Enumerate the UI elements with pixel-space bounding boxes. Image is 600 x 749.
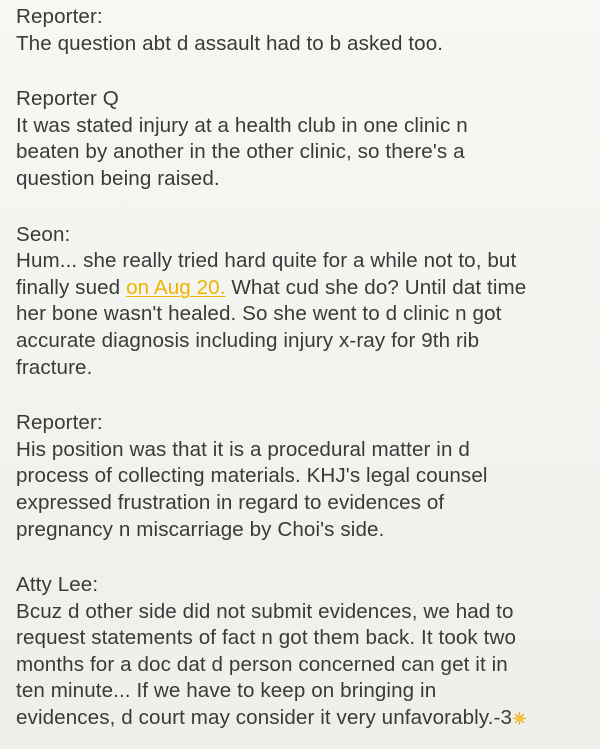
sun-icon bbox=[513, 712, 526, 725]
note-block-reporter-1 bbox=[16, 4, 588, 57]
note-line: request statements of fact n got them back. It took two bbox=[16, 626, 517, 650]
note-text: finally sued bbox=[16, 275, 127, 299]
note-block-atty-lee bbox=[16, 572, 588, 732]
note-line: The question abt d assault had to b asked too. bbox=[16, 31, 444, 55]
speaker-label: Atty Lee: bbox=[16, 573, 99, 597]
note-block-reporter-q bbox=[16, 86, 588, 192]
note-line: Bcuz d other side did not submit evidences, we had to bbox=[16, 599, 514, 623]
note-line-last bbox=[16, 705, 588, 732]
note-line: pregnancy n miscarriage by Choi's side. bbox=[16, 517, 385, 541]
date-link[interactable]: on Aug 20. bbox=[126, 275, 226, 299]
note-line: ten minute... If we have to keep on bringing in bbox=[16, 679, 437, 703]
note-line: beaten by another in the other clinic, so there's a bbox=[16, 140, 465, 164]
note-line: process of collecting materials. KHJ's legal counsel bbox=[16, 464, 488, 488]
note-text: What cud she do? Until dat time bbox=[225, 275, 527, 299]
note-line: accurate diagnosis including injury x-ray for 9th rib bbox=[16, 328, 480, 352]
note-line: expressed frustration in regard to evidences of bbox=[16, 490, 445, 514]
note-line: her bone wasn't healed. So she went to d clinic n got bbox=[16, 302, 502, 326]
note-block-reporter-2 bbox=[16, 410, 588, 543]
note-text: evidences, d court may consider it very unfavorably.-3 bbox=[16, 706, 513, 730]
speaker-label: Reporter Q bbox=[16, 87, 119, 111]
speaker-label: Reporter: bbox=[16, 411, 103, 435]
note-line: fracture. bbox=[16, 355, 93, 379]
note-line-with-date-link bbox=[16, 275, 588, 302]
note-line: Hum... she really tried hard quite for a while not to, but bbox=[16, 249, 517, 273]
speaker-label: Reporter: bbox=[16, 5, 103, 28]
speaker-label: Seon: bbox=[16, 222, 71, 246]
note-line: question being raised. bbox=[16, 166, 220, 190]
note-block-seon bbox=[16, 222, 588, 382]
note-line: months for a doc dat d person concerned can get it in bbox=[16, 652, 508, 676]
note-line: It was stated injury at a health club in one clinic n bbox=[16, 113, 468, 137]
note-line: His position was that it is a procedural matter in d bbox=[16, 437, 470, 461]
